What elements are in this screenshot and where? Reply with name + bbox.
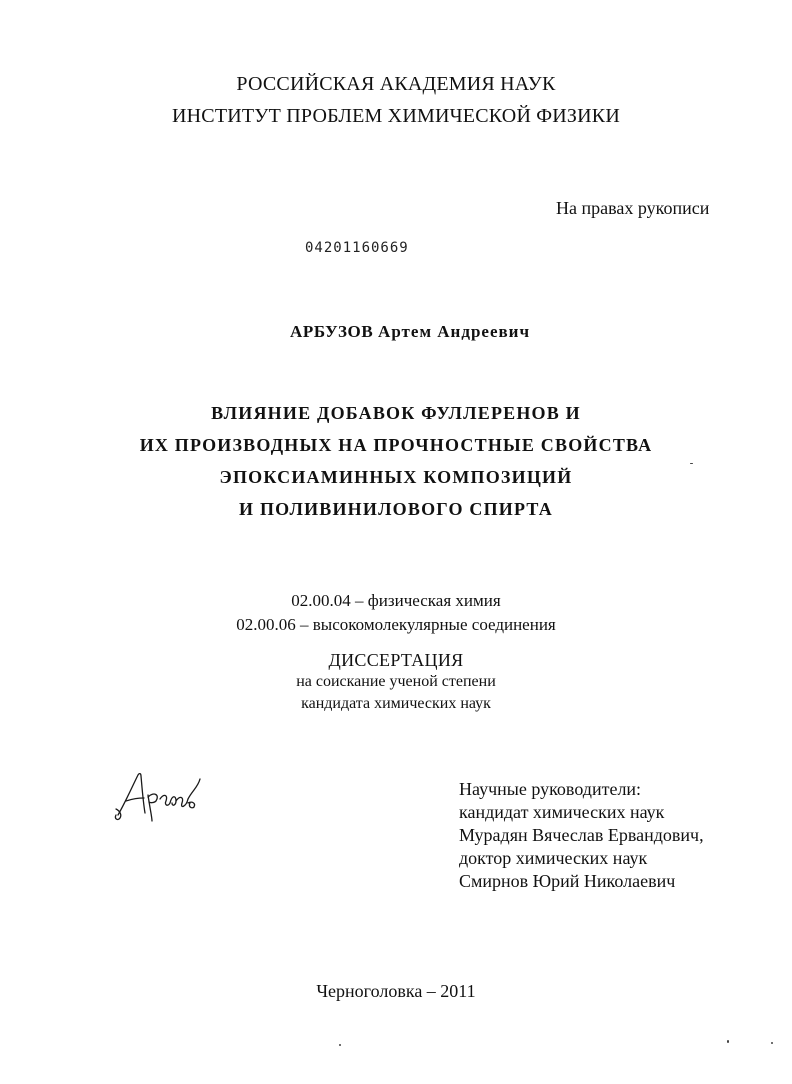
manuscript-note: На правах рукописи bbox=[556, 198, 710, 218]
title-line: ЭПОКСИАМИННЫХ КОМПОЗИЦИЙ bbox=[219, 467, 573, 487]
specialty-line: 02.00.04 – физическая химия bbox=[291, 591, 501, 610]
specialty-codes bbox=[0, 589, 792, 637]
dissertation-heading: ДИССЕРТАЦИЯ bbox=[328, 650, 464, 670]
supervisor-line: Мурадян Вячеслав Ервандович, bbox=[459, 825, 704, 845]
academy-name: РОССИЙСКАЯ АКАДЕМИЯ НАУК bbox=[236, 73, 556, 95]
author-given-names: Артем Андреевич bbox=[378, 322, 531, 341]
scan-speck bbox=[339, 1044, 341, 1046]
supervisor-line: Смирнов Юрий Николаевич bbox=[459, 871, 676, 891]
scan-speck bbox=[727, 1040, 729, 1043]
title-line: ИХ ПРОИЗВОДНЫХ НА ПРОЧНОСТНЫЕ СВОЙСТВА bbox=[139, 435, 653, 455]
catalog-number: 04201160669 bbox=[305, 240, 409, 256]
scan-speck bbox=[771, 1042, 773, 1044]
degree-purpose: на соискание ученой степени bbox=[296, 673, 496, 690]
author-signature bbox=[112, 765, 204, 823]
author-name bbox=[290, 322, 530, 342]
title-line: И ПОЛИВИНИЛОВОГО СПИРТА bbox=[239, 499, 553, 519]
title-line: ВЛИЯНИЕ ДОБАВОК ФУЛЛЕРЕНОВ И bbox=[211, 403, 581, 423]
supervisors-block bbox=[459, 778, 704, 893]
supervisor-line: кандидат химических наук bbox=[459, 802, 665, 822]
author-surname: АРБУЗОВ bbox=[290, 322, 374, 341]
degree-name: кандидата химических наук bbox=[301, 695, 491, 712]
dissertation-title bbox=[0, 397, 792, 525]
supervisors-heading: Научные руководители: bbox=[459, 779, 642, 799]
scan-speck bbox=[690, 463, 693, 464]
institute-name: ИНСТИТУТ ПРОБЛЕМ ХИМИЧЕСКОЙ ФИЗИКИ bbox=[172, 105, 620, 127]
institution-header bbox=[0, 68, 792, 132]
supervisor-line: доктор химических наук bbox=[459, 848, 648, 868]
dissertation-block bbox=[0, 650, 792, 715]
place-year: Черноголовка – 2011 bbox=[316, 981, 476, 1001]
specialty-line: 02.00.06 – высокомолекулярные соединения bbox=[236, 615, 556, 634]
